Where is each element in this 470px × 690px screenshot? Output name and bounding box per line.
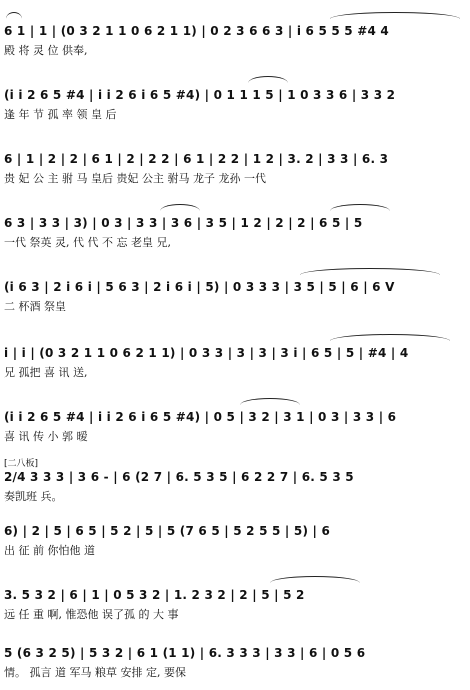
lyrics-line: 一代 祭英 灵, 代 代 不 忘 老皇 兄, [4, 236, 171, 249]
slur [330, 12, 460, 19]
notation-line: 6 | 1 | 2 | 2 | 6 1 | 2 | 2 2 | 6 1 | 2 2 | 1 2 | 3. 2 | 3 3 | 6. 3 [4, 152, 389, 166]
lyrics-line: 奏凯班 兵。 [4, 490, 63, 503]
lyrics-line: 殿 将 灵 位 供奉, [4, 44, 88, 57]
slur [330, 204, 390, 211]
slur [248, 76, 288, 83]
notation-line: 6 1 | 1 | (0 3 2 1 1 0 6 2 1 1) | 0 2 3 6 6 3 | i 6 5 5 5 #4 4 [4, 24, 389, 38]
notation-line: (i i 2 6 5 #4 | i i 2 6 i 6 5 #4) | 0 1 1 1 5 | 1 0 3 3 6 | 3 3 2 [4, 88, 396, 102]
notation-line: 3. 5 3 2 | 6 | 1 | 0 5 3 2 | 1. 2 3 2 | 2 | 5 | 5 2 [4, 588, 305, 602]
slur [240, 398, 300, 405]
lyrics-line: 二 杯酒 祭皇 [4, 300, 66, 313]
lyrics-line: 出 征 前 你怕他 道 [4, 544, 95, 557]
lyrics-line: 喜 讯 传 小 郭 暧 [4, 430, 88, 443]
notation-line: 6) | 2 | 5 | 6 5 | 5 2 | 5 | 5 (7 6 5 | 5 2 5 5 | 5) | 6 [4, 524, 331, 538]
lyrics-line: 远 任 重 啊, 惟恐他 误了孤 的 大 事 [4, 608, 179, 621]
slur [160, 204, 200, 211]
lyrics-line: 贵 妃 公 主 驸 马 皇后 贵妃 公主 驸马 龙子 龙孙 一代 [4, 172, 266, 185]
notation-line: 6 3 | 3 3 | 3) | 0 3 | 3 3 | 3 6 | 3 5 | 1 2 | 2 | 2 | 6 5 | 5 [4, 216, 363, 230]
notation-line: (i 6 3 | 2 i 6 i | 5 6 3 | 2 i 6 i | 5) | 0 3 3 3 | 3 5 | 5 | 6 | 6 V [4, 280, 395, 294]
lyrics-line: 情。 孤言 道 军马 粮草 安排 定, 要保 [4, 666, 186, 679]
slur [300, 268, 440, 275]
notation-line: (i i 2 6 5 #4 | i i 2 6 i 6 5 #4) | 0 5 | 3 2 | 3 1 | 0 3 | 3 3 | 6 [4, 410, 397, 424]
lyrics-line: 兄 孤把 喜 讯 送, [4, 366, 88, 379]
notation-line: i | i | (0 3 2 1 1 0 6 2 1 1) | 0 3 3 | 3 | 3 | 3 i | 6 5 | 5 | #4 | 4 [4, 346, 409, 360]
slur [330, 334, 450, 341]
slur [270, 576, 360, 583]
slur [6, 12, 22, 19]
section-marker: [二八板] [4, 459, 39, 469]
notation-line: 5 (6 3 2 5) | 5 3 2 | 6 1 (1 1) | 6. 3 3 3 | 3 3 | 6 | 0 5 6 [4, 646, 366, 660]
notation-line: 2/4 3 3 3 | 3 6 - | 6 (2 7 | 6. 5 3 5 | 6 2 2 7 | 6. 5 3 5 [4, 470, 354, 484]
lyrics-line: 逢 年 节 孤 率 领 皇 后 [4, 108, 117, 121]
